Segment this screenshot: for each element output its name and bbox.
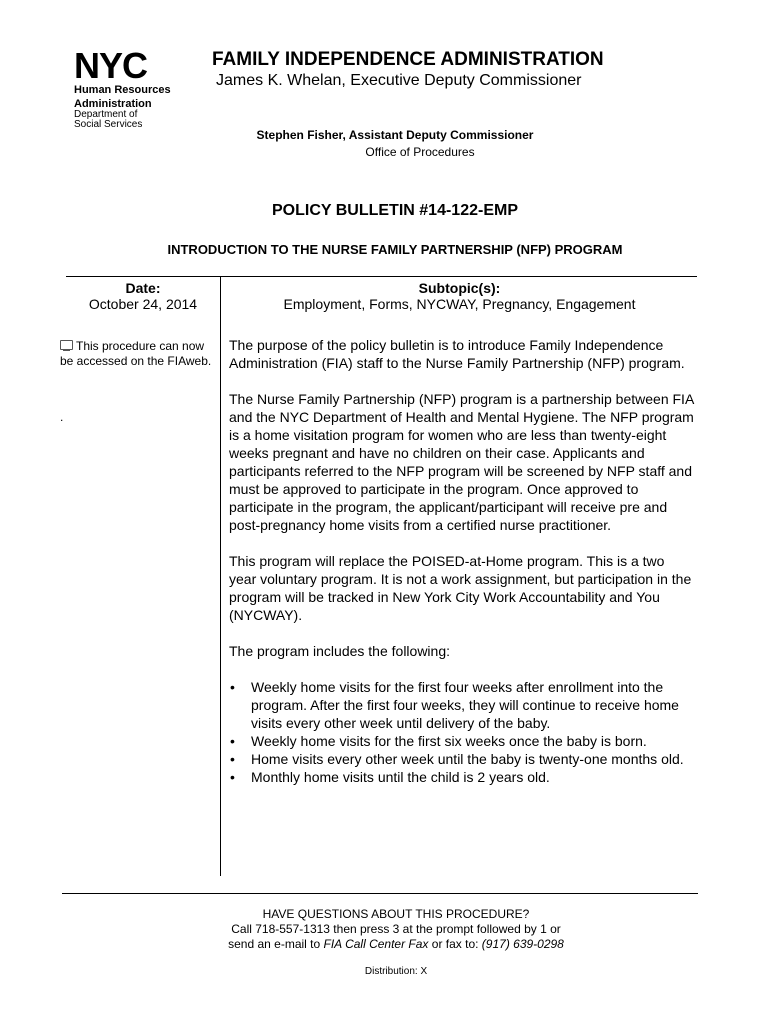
footer-call-line: Call 718-557-1313 then press 3 at the prompt followed by 1 or bbox=[231, 922, 561, 936]
list-item: • Monthly home visits until the child is 2 years old. bbox=[251, 768, 694, 786]
footer-fax-prefix: or fax to: bbox=[428, 937, 482, 951]
logo-mark: NYC bbox=[74, 45, 148, 86]
body-paragraph: The purpose of the policy bulletin is to introduce Family Independence Administration (FIA) staff to the Nurse Family Partnership (NFP) program. bbox=[229, 337, 685, 371]
commissioner-line: James K. Whelan, Executive Deputy Commissioner bbox=[216, 72, 582, 89]
logo-agency-line-2: Administration bbox=[74, 98, 152, 110]
computer-icon bbox=[60, 340, 73, 350]
footer-email-prefix: send an e-mail to bbox=[228, 937, 324, 951]
list-item: • Weekly home visits for the first four weeks after enrollment into the program. After the first four weeks, they will continue to receive home visits every other week until delivery of the baby. bbox=[251, 678, 694, 732]
logo-dept-line-1: Department of bbox=[74, 109, 138, 120]
column-divider bbox=[220, 276, 221, 876]
logo-agency-line-1: Human Resources bbox=[74, 84, 171, 96]
sidebar-note-text: This procedure can now be accessed on the FIAweb. bbox=[60, 339, 212, 368]
body-paragraph: This program will replace the POISED-at-Home program. This is a two year voluntary program. It is not a work assignment, but participation in the program will be tracked in New York City Work Accountability and You (NYCWAY). bbox=[229, 553, 692, 623]
assistant-commissioner-line: Stephen Fisher, Assistant Deputy Commissioner bbox=[256, 128, 534, 142]
footer-questions: HAVE QUESTIONS ABOUT THIS PROCEDURE? bbox=[262, 907, 530, 921]
subtopic-value: Employment, Forms, NYCWAY, Pregnancy, Engagement bbox=[283, 296, 636, 312]
program-features-list bbox=[229, 678, 694, 786]
date-value: October 24, 2014 bbox=[88, 296, 198, 312]
list-item: • Home visits every other week until the baby is twenty-one months old. bbox=[251, 750, 694, 768]
body-paragraph: The Nurse Family Partnership (NFP) program is a partnership between FIA and the NYC Department of Health and Mental Hygiene. The NFP program is a home visitation program for women who are less than twenty-eight weeks pregnant and have no children on their case. Applicants and participants referred to the NFP program will be screened by NFP staff and must be approved to participate in the program. Once approved to participate in the program, the applicant/participant will receive pre and post-pregnancy home visits from a certified nurse practitioner. bbox=[229, 391, 694, 533]
fia-call-center-fax-link[interactable]: FIA Call Center Fax bbox=[323, 937, 429, 951]
bulletin-title: POLICY BULLETIN #14-122-EMP bbox=[272, 202, 518, 219]
nyc-hra-logo bbox=[74, 45, 184, 130]
distribution: Distribution: X bbox=[364, 966, 428, 977]
table-top-rule bbox=[66, 276, 697, 277]
bulletin-subtitle: INTRODUCTION TO THE NURSE FAMILY PARTNERSHIP (NFP) PROGRAM bbox=[167, 242, 623, 257]
list-item: • Weekly home visits for the first six weeks once the baby is born. bbox=[251, 732, 694, 750]
logo-dept-line-2: Social Services bbox=[74, 119, 143, 130]
fax-number: (917) 639-0298 bbox=[481, 937, 564, 951]
sidebar-note bbox=[60, 339, 218, 369]
agency-title: FAMILY INDEPENDENCE ADMINISTRATION bbox=[212, 49, 604, 70]
sidebar-dot: . bbox=[60, 410, 64, 424]
footer-email-line bbox=[0, 937, 770, 951]
office-line: Office of Procedures bbox=[365, 145, 475, 159]
footer-rule bbox=[62, 893, 698, 894]
date-label: Date: bbox=[125, 280, 161, 296]
bulletin-body bbox=[229, 336, 694, 786]
subtopic-label: Subtopic(s): bbox=[418, 280, 501, 296]
body-paragraph: The program includes the following: bbox=[229, 643, 451, 659]
